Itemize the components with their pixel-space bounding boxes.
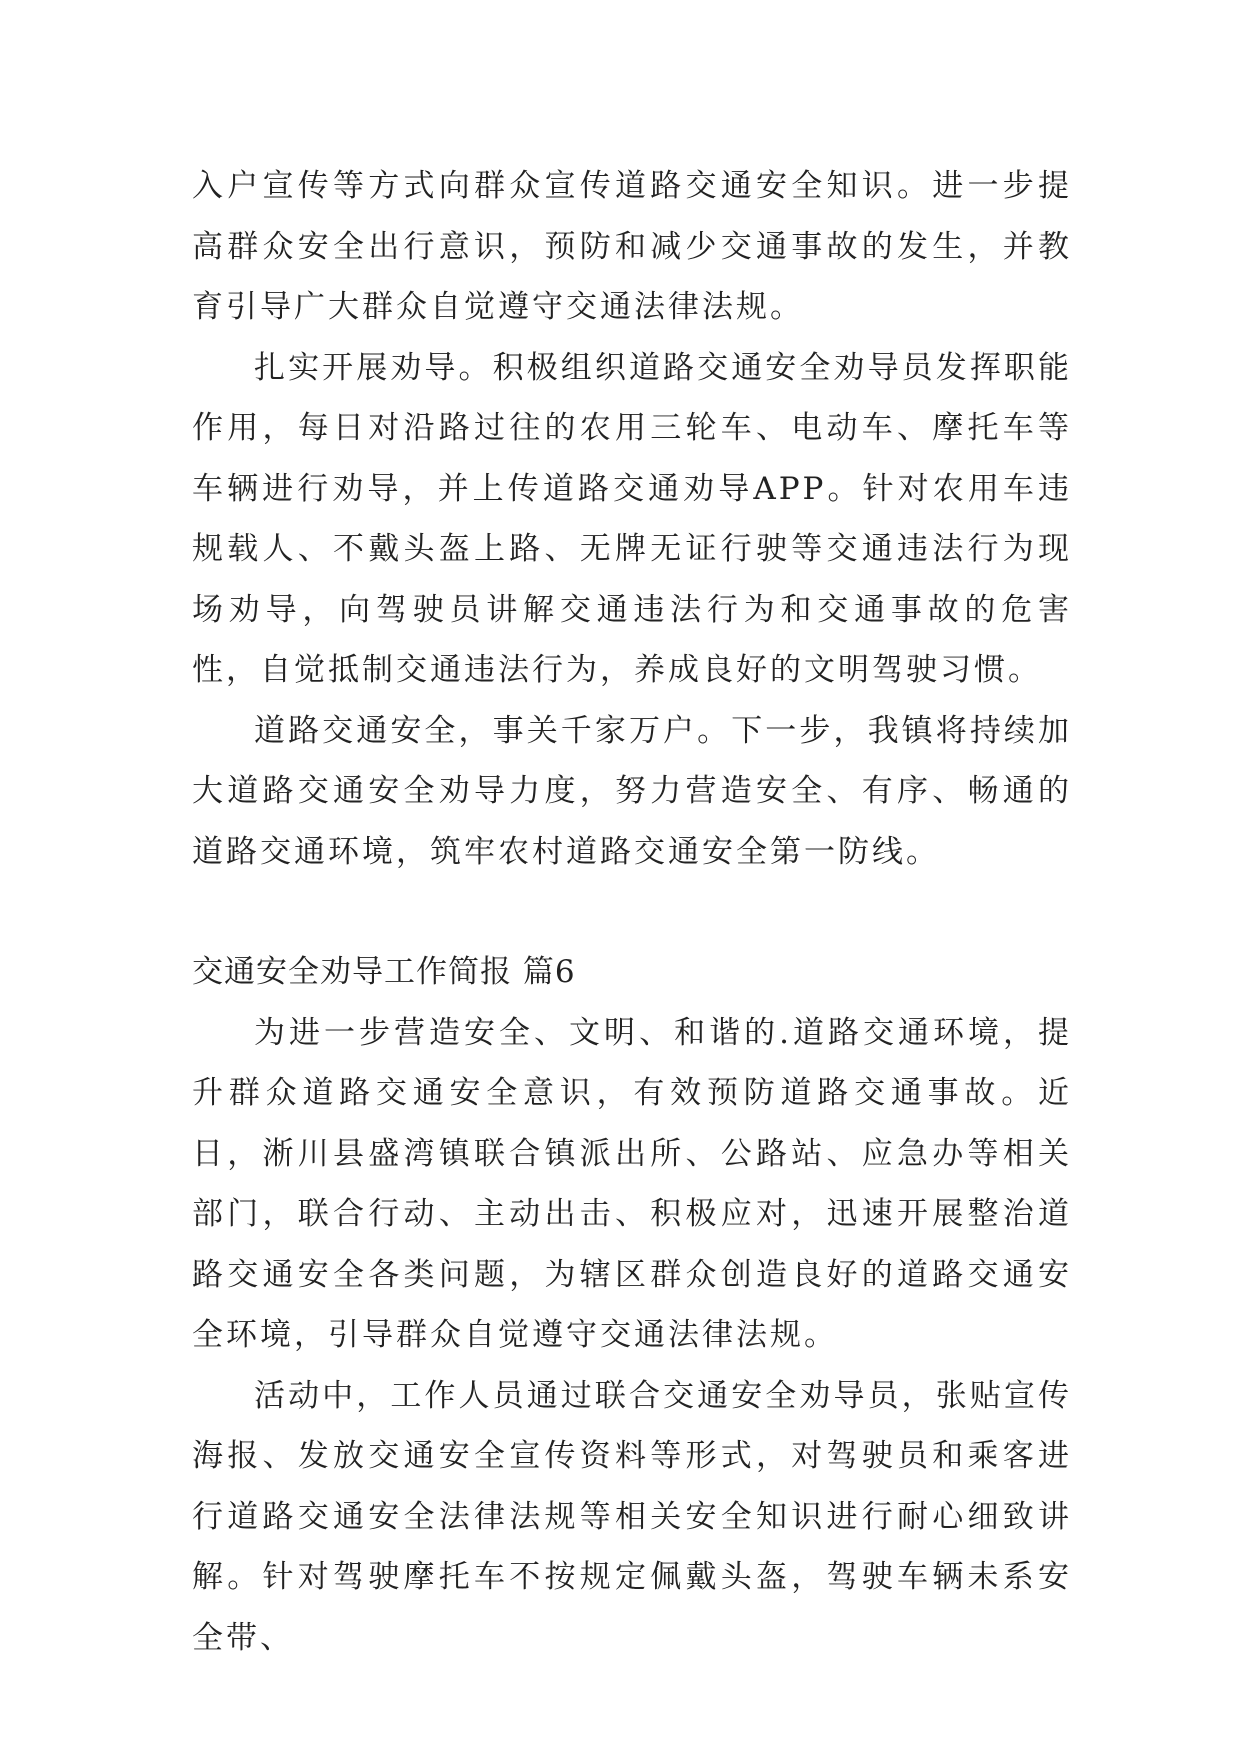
- paragraph: 为进一步营造安全、文明、和谐的.道路交通环境，提升群众道路交通安全意识，有效预防道路交通事故。近日，淅川县盛湾镇联合镇派出所、公路站、应急办等相关部门，联合行动、主动出击、积极应对，迅速开展整治道路交通安全各类问题，为辖区群众创造良好的道路交通安全环境，引导群众自觉遵守交通法律法规。: [192, 1014, 1072, 1353]
- paragraph: 活动中，工作人员通过联合交通安全劝导员，张贴宣传海报、发放交通安全宣传资料等形式，对驾驶员和乘客进行道路交通安全法律法规等相关安全知识进行耐心细致讲解。针对驾驶摩托车不按规定佩戴头盔，驾驶车辆未系安全带、: [192, 1377, 1072, 1656]
- document-body: [192, 156, 1072, 1668]
- paragraph: 扎实开展劝导。积极组织道路交通安全劝导员发挥职能作用，每日对沿路过往的农用三轮车、电动车、摩托车等车辆进行劝导，并上传道路交通劝导APP。针对农用车违规载人、不戴头盔上路、无牌无证行驶等交通违法行为现场劝导，向驾驶员讲解交通违法行为和交通事故的危害性，自觉抵制交通违法行为，养成良好的文明驾驶习惯。: [192, 349, 1072, 688]
- paragraph: 道路交通安全，事关千家万户。下一步，我镇将持续加大道路交通安全劝导力度，努力营造安全、有序、畅通的道路交通环境，筑牢农村道路交通安全第一防线。: [192, 712, 1072, 870]
- section-heading: 交通安全劝导工作简报 篇6: [192, 954, 576, 990]
- paragraph: 入户宣传等方式向群众宣传道路交通安全知识。进一步提高群众安全出行意识，预防和减少交通事故的发生，并教育引导广大群众自觉遵守交通法律法规。: [192, 168, 1072, 325]
